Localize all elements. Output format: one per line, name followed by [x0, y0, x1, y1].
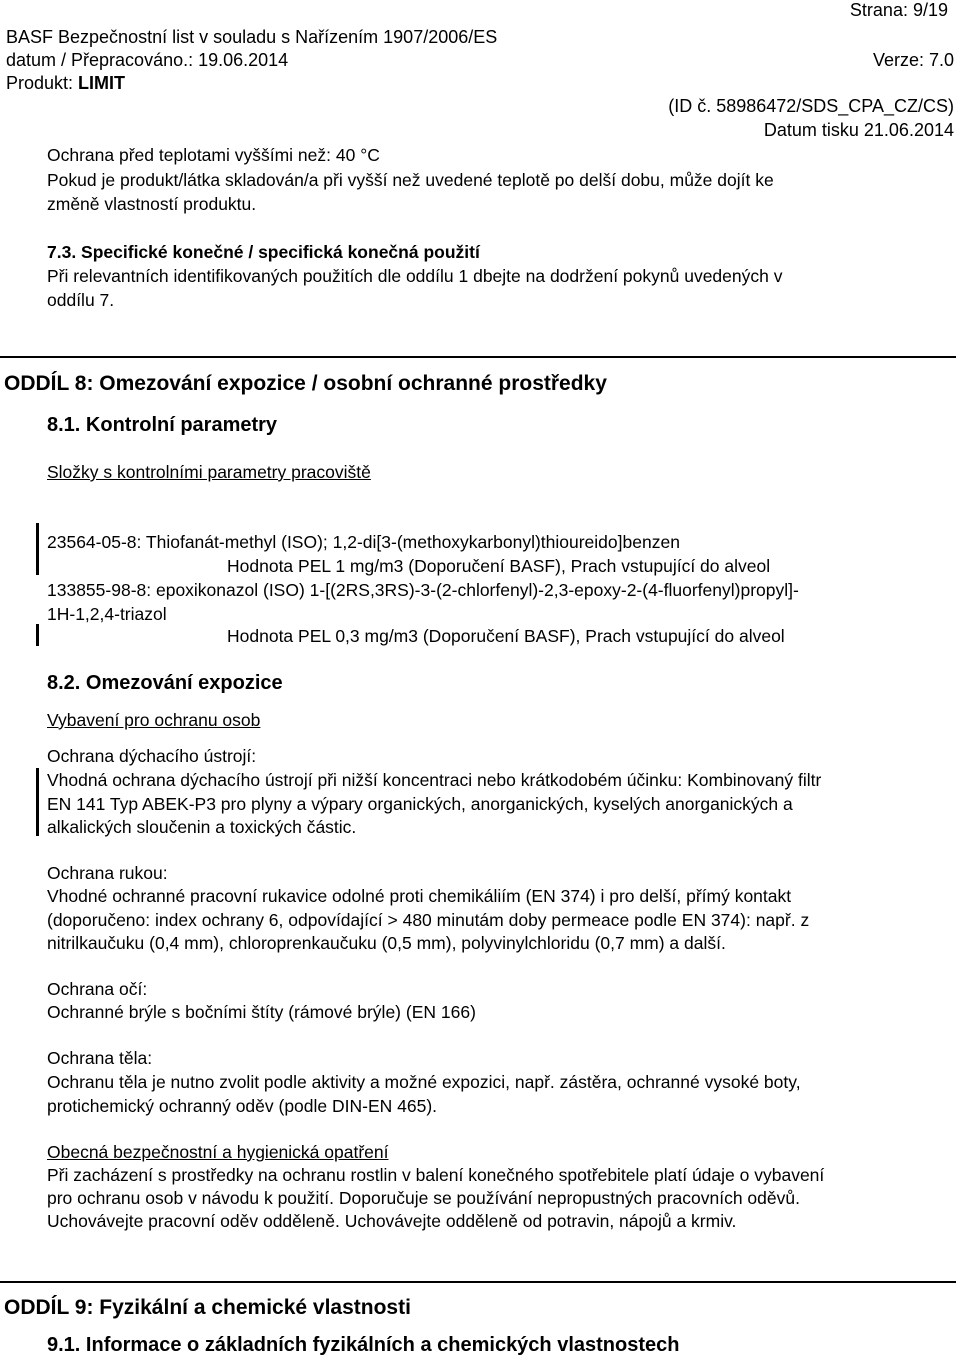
body-heading: Ochrana těla:: [47, 1048, 153, 1068]
change-bar: [36, 523, 39, 575]
section-7-3-title: 7.3. Specifické konečné / specifická konečná použití: [47, 242, 480, 262]
hygiene-text-line1: Při zacházení s prostředky na ochranu rostlin v balení konečného spotřebitele platí údaje o vybavení: [47, 1165, 825, 1185]
document-id: (ID č. 58986472/SDS_CPA_CZ/CS): [668, 96, 954, 116]
hand-text-line1: Vhodné ochranné pracovní rukavice odolné proti chemikáliím (EN 374) i pro delší, přímý kontakt: [47, 886, 792, 906]
respiratory-text-line1: Vhodná ochrana dýchacího ústrojí při nižší koncentraci nebo krátkodobém účinku: Kombinovaný filtr: [47, 770, 822, 790]
version: Verze: 7.0: [872, 50, 954, 70]
temperature-protection: Ochrana před teplotami vyššími než: 40 °C: [47, 145, 380, 165]
storage-text-line2: změně vlastností produktu.: [47, 194, 257, 214]
storage-text-line1: Pokud je produkt/látka skladován/a při vyšší než uvedené teplotě po delší dobu, může dojít ke: [47, 170, 774, 190]
hand-heading: Ochrana rukou:: [47, 863, 168, 883]
respiratory-text-line2: EN 141 Typ ABEK-P3 pro plyny a výpary organických, anorganických, kyselých anorganických a: [47, 794, 793, 814]
section-9-title: ODDÍL 9: Fyzikální a chemické vlastnosti: [4, 1296, 411, 1319]
page-number: Strana: 9/19: [849, 0, 948, 20]
document-title: BASF Bezpečnostní list v souladu s Nařízením 1907/2006/ES: [6, 27, 498, 47]
print-date: Datum tisku 21.06.2014: [763, 120, 954, 140]
section-7-3-text-line1: Při relevantních identifikovaných použitích dle oddílu 1 dbejte na dodržení pokynů uvedených v: [47, 266, 783, 286]
section-divider: [0, 1281, 956, 1283]
body-text-line2: protichemický ochranný oděv (podle DIN-EN 465).: [47, 1096, 438, 1116]
hand-text-line2: (doporučeno: index ochrany 6, odpovídající > 480 minutám doby permeace podle EN 374): např. z: [47, 910, 810, 930]
product-name: LIMIT: [78, 73, 126, 93]
component-2-line2: 1H-1,2,4-triazol: [47, 604, 167, 624]
hygiene-heading: Obecná bezpečnostní a hygienická opatření: [47, 1142, 389, 1162]
ppe-heading: Vybavení pro ochranu osob: [47, 710, 261, 730]
body-text-line1: Ochranu těla je nutno zvolit podle aktivity a možné expozici, např. zástěra, ochranné vysoké boty,: [47, 1072, 801, 1092]
hand-text-line3: nitrilkaučuku (0,4 mm), chloroprenkaučuku (0,5 mm), polyvinylchloridu (0,7 mm) a další.: [47, 933, 726, 953]
section-divider: [0, 356, 956, 358]
change-bar: [36, 624, 39, 646]
change-bar: [36, 768, 39, 836]
eye-text-line1: Ochranné brýle s bočními štíty (rámové brýle) (EN 166): [47, 1002, 476, 1022]
respiratory-heading: Ochrana dýchacího ústrojí:: [47, 746, 257, 766]
product-line: [6, 73, 125, 93]
eye-heading: Ochrana očí:: [47, 979, 148, 999]
component-1-line: 23564-05-8: Thiofanát-methyl (ISO); 1,2-di[3-(methoxykarbonyl)thioureido]benzen: [47, 532, 680, 552]
section-8-title: ODDÍL 8: Omezování expozice / osobní ochranné prostředky: [4, 372, 607, 395]
section-7-3-text-line2: oddílu 7.: [47, 290, 115, 310]
section-8-2-title: 8.2. Omezování expozice: [47, 672, 283, 694]
component-2-value: Hodnota PEL 0,3 mg/m3 (Doporučení BASF), Prach vstupující do alveol: [227, 626, 785, 646]
hygiene-text-line2: pro ochranu osob v návodu k použití. Doporučuje se používání nepropustných pracovních oděvů.: [47, 1188, 800, 1208]
components-heading: Složky s kontrolními parametry pracoviště: [47, 462, 371, 482]
component-2-line1: 133855-98-8: epoxikonazol (ISO) 1-[(2RS,3RS)-3-(2-chlorfenyl)-2,3-epoxy-2-(4-fluorfenyl)propyl]-: [47, 580, 799, 600]
respiratory-text-line3: alkalických sloučenin a toxických částic.: [47, 817, 357, 837]
product-label: Produkt:: [6, 73, 79, 93]
component-1-value: Hodnota PEL 1 mg/m3 (Doporučení BASF), Prach vstupující do alveol: [227, 556, 771, 576]
hygiene-text-line3: Uchovávejte pracovní oděv odděleně. Uchovávejte odděleně od potravin, nápojů a krmiv.: [47, 1211, 737, 1231]
section-9-1-title: 9.1. Informace o základních fyzikálních a chemických vlastnostech: [47, 1334, 680, 1356]
revision-date: datum / Přepracováno.: 19.06.2014: [6, 50, 289, 70]
section-8-1-title: 8.1. Kontrolní parametry: [47, 414, 278, 436]
